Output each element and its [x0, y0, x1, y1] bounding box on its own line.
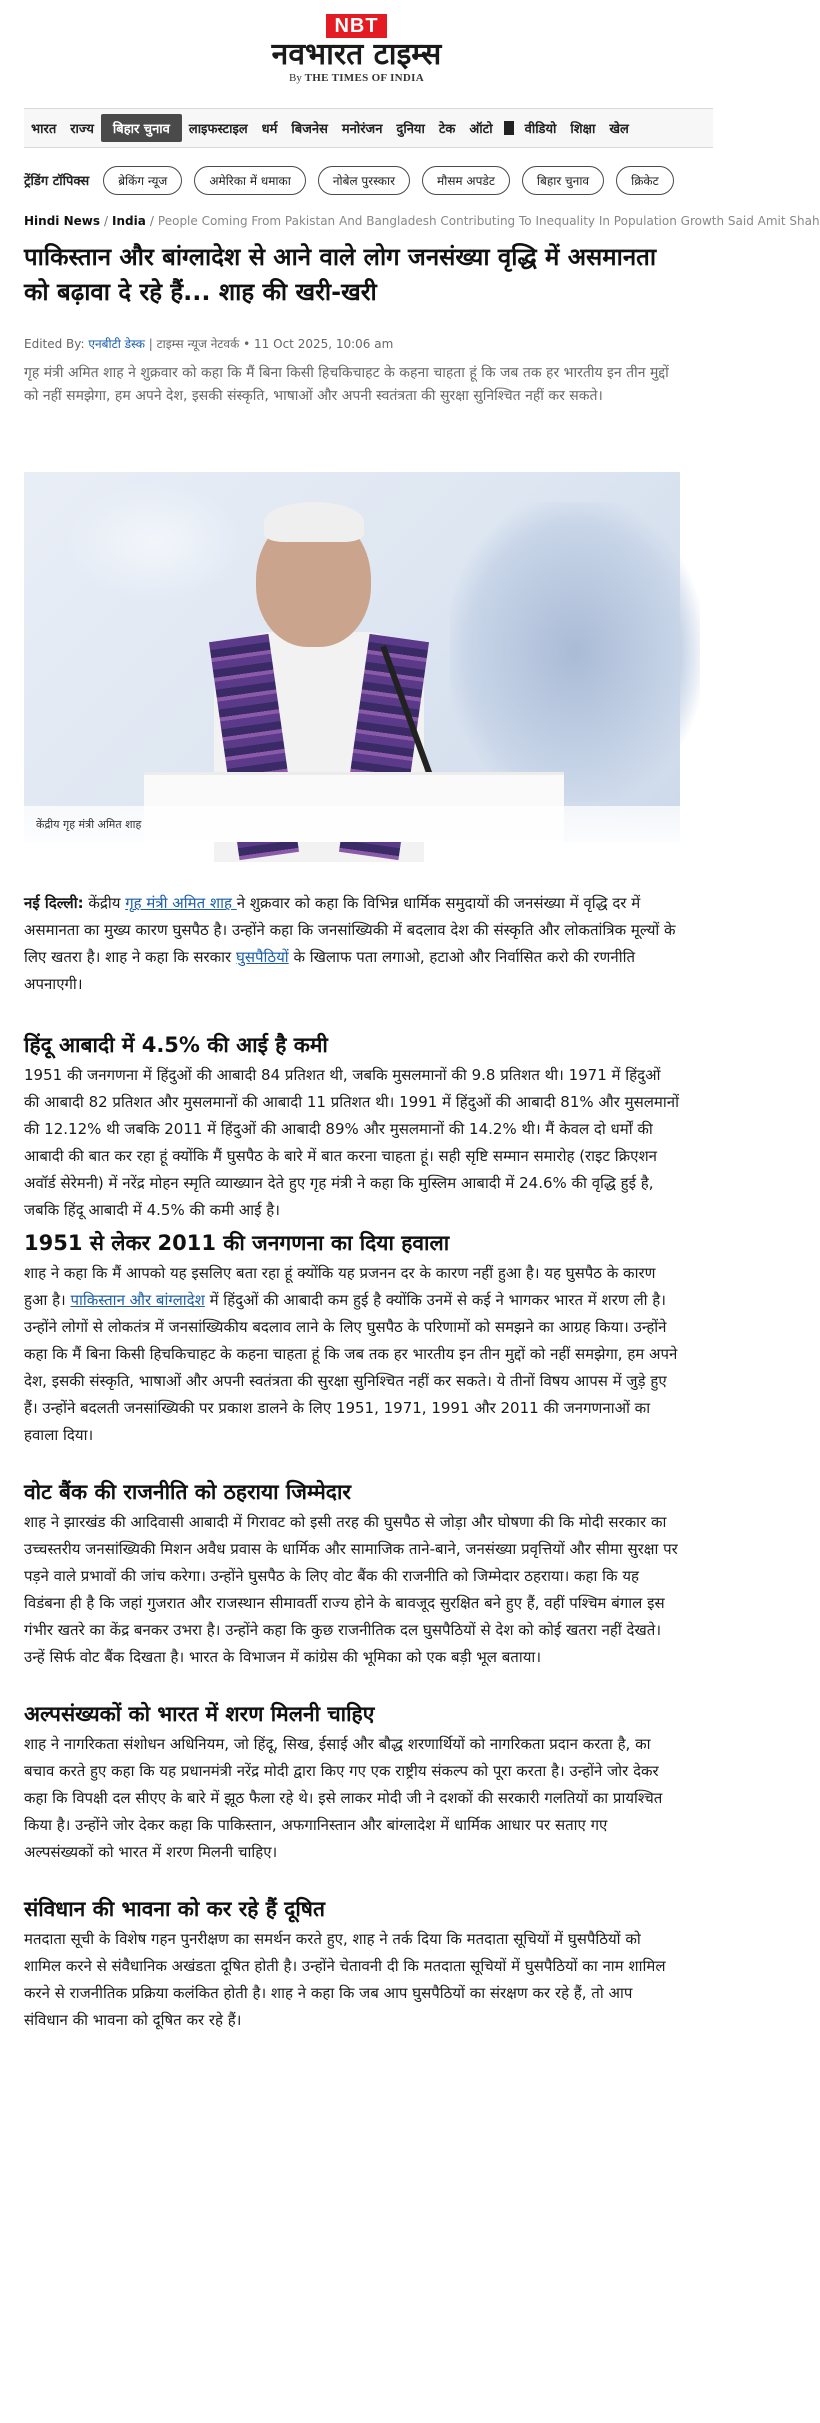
- by-name: THE TIMES OF INDIA: [304, 72, 424, 84]
- article-meta: Edited By: एनबीटी डेस्क | टाइम्स न्यूज नेटवर्क • 11 Oct 2025, 10:06 am: [24, 337, 394, 351]
- section-heading: हिंदू आबादी में 4.5% की आई है कमी: [24, 1033, 328, 1057]
- breadcrumb-section[interactable]: India: [112, 214, 146, 228]
- section-paragraph: शाह ने कहा कि मैं आपको यह इसलिए बता रहा हूं क्योंकि यह प्रजनन दर के कारण नहीं हुआ है। यह घुसपैठ के कारण हुआ है। पाकिस्तान और बांग्लादेश में हिंदुओं की आबादी कम हुई है क्योंकि उनमें से कई ने भागकर भारत में शरण ली है। उन्होंने लोगों से लोकतंत्र में जनसांख्यिकीय बदलाव लाने के लिए घुसपैठ के परिणामों को समझने का आग्रह किया। उन्होंने कहा कि मैं बिना किसी हिचकिचाहट के कहना चाहता हूं कि जब तक हर भारतीय इन तीन मुद्दों को नहीं समझेगा, हम अपने देश, इसकी संस्कृति, भाषाओं और अपनी स्वतंत्रता की सुरक्षा सुनिश्चित नहीं कर सकते। ये तीनों विषय आपस में जुड़े हुए हैं। उन्होंने बदलती जनसांख्यिकी पर प्रकाश डालने के लिए 1951, 1971, 1991 और 2011 की जनगणनाओं का हवाला दिया।: [24, 1264, 678, 1444]
- section-paragraph: शाह ने झारखंड की आदिवासी आबादी में गिरावट को इसी तरह की घुसपैठ से जोड़ा और घोषणा की कि मोदी सरकार का उच्चस्तरीय जनसांख्यिकी मिशन अवैध प्रवास के धार्मिक और सामाजिक ताने-बाने, जनसंख्या प्रवृत्तियों और सीमा सुरक्षा पर पड़ने वाले प्रभावों की जांच करेगा। उन्होंने घुसपैठ के लिए वोट बैंक की राजनीति को जिम्मेदार ठहराया। कहा कि यह विडंबना ही है कि जहां गुजरात और राजस्थान सीमावर्ती राज्य होने के बावजूद सुरक्षित बने हुए हैं, वहीं पश्चिम बंगाल इस गंभीर खतरे का केंद्र बनकर उभरा है। उन्होंने कहा कि कुछ राजनीतिक दल घुसपैठियों से देश को कोई खतरा नहीं देखते। उन्हें सिर्फ वोट बैंक दिखता है। भारत के विभाजन में कांग्रेस की भूमिका को एक बड़ी भूल बताया।: [24, 1513, 678, 1666]
- by-prefix: By: [289, 72, 302, 84]
- section-heading: वोट बैंक की राजनीति को ठहराया जिम्मेदार: [24, 1480, 351, 1504]
- dateline: नई दिल्ली:: [24, 894, 84, 912]
- main-nav: [24, 108, 713, 148]
- nav-item-tech[interactable]: टेक: [438, 122, 456, 137]
- by-line: [0, 72, 713, 84]
- section-paragraph: 1951 की जनगणना में हिंदुओं की आबादी 84 प्रतिशत थी, जबकि मुसलमानों की 9.8 प्रतिशत थी। 1971 में हिंदुओं की आबादी 82 प्रतिशत और मुसलमानों की आबादी 11 प्रतिशत थी। 1991 में हिंदुओं की आबादी 81% और मुसलमानों की 12.12% थी जबकि 2011 में हिंदुओं की आबादी 89% और मुसलमानों की 14.2% थी। मैं केवल दो धर्मों की आबादी की बात कर रहा हूं क्योंकि मैं घुसपैठ के बारे में बात करना चाहता हूं। सही सृष्टि सम्मान समारोह (राइट क्रिएशन अवॉर्ड सेरेमनी) में नरेंद्र मोहन स्मृति व्याख्यान देते हुए गृह मंत्री ने कहा कि मुस्लिम आबादी में 24.6% की वृद्धि हुई है, जबकि हिंदू आबादी में 4.5% की कमी आई है।: [24, 1066, 679, 1219]
- trending-pill[interactable]: बिहार चुनाव: [522, 166, 604, 195]
- brand-name[interactable]: नवभारत टाइम्स: [271, 37, 442, 72]
- nav-item-bihar-chunav[interactable]: बिहार चुनाव: [101, 114, 182, 142]
- trending-pill[interactable]: मौसम अपडेट: [422, 166, 510, 195]
- nav-item-auto[interactable]: ऑटो: [469, 122, 493, 137]
- trending-topics: [24, 162, 713, 198]
- nav-item-dharm[interactable]: धर्म: [261, 122, 278, 137]
- nav-item-manoranjan[interactable]: मनोरंजन: [341, 122, 383, 137]
- nav-item-lifestyle[interactable]: लाइफस्टाइल: [188, 122, 248, 137]
- hero-image: [24, 472, 680, 842]
- ghuspaithiye-link[interactable]: घुसपैठियों: [235, 948, 289, 966]
- trending-pill[interactable]: नोबेल पुरस्कार: [318, 166, 410, 195]
- nav-item-duniya[interactable]: दुनिया: [396, 122, 425, 137]
- article-body: [24, 890, 680, 2054]
- breadcrumb: Hindi News / India / People Coming From Pakistan And Bangladesh Contributing To Inequality In Population Growth Said Amit Shah: [24, 214, 820, 228]
- masthead: [0, 0, 713, 92]
- trending-label: ट्रेंडिंग टॉपिक्स: [24, 174, 90, 189]
- intro-paragraph: नई दिल्ली: केंद्रीय गृह मंत्री अमित शाह ने शुक्रवार को कहा कि विभिन्न धार्मिक समुदायों की जनसंख्या में वृद्धि दर में असमानता का मुख्य कारण घुसपैठ है। उन्होंने कहा कि जनसांख्यिकी में बदलाव देश की संस्कृति और लोकतांत्रिक मूल्यों के लिए खतरा है। शाह ने कहा कि सरकार घुसपैठियों के खिलाफ पता लगाओ, हटाओ और निर्वासित करो की रणनीति अपनाएगी।: [24, 894, 676, 993]
- article-source: टाइम्स न्यूज नेटवर्क: [156, 337, 240, 351]
- nav-item-rajya[interactable]: राज्य: [70, 122, 94, 137]
- section-paragraph: शाह ने नागरिकता संशोधन अधिनियम, जो हिंदू, सिख, ईसाई और बौद्ध शरणार्थियों को नागरिकता प्रदान करता है, का बचाव करते हुए कहा कि यह प्रधानमंत्री नरेंद्र मोदी द्वारा किए गए एक राष्ट्रीय संकल्प को पूरा करता है। उन्होंने जोर देकर कहा कि विपक्षी दल सीएए के बारे में झूठ फैला रहे थे। इसे लाकर मोदी जी ने दशकों की सरकारी गलतियों का प्रायश्चित किया है। उन्होंने जोर देकर कहा कि पाकिस्तान, अफगानिस्तान और बांग्लादेश में धार्मिक आधार पर सताए गए अल्पसंख्यकों को भारत में शरण मिलनी चाहिए।: [24, 1735, 663, 1861]
- breadcrumb-home[interactable]: Hindi News: [24, 214, 100, 228]
- nbt-logo[interactable]: NBT: [326, 14, 386, 38]
- page-title: पाकिस्तान और बांग्लादेश से आने वाले लोग जनसंख्या वृद्धि में असमानता को बढ़ावा दे रहे हैं... शाह की खरी-खरी: [24, 243, 657, 306]
- nav-item-khel[interactable]: खेल: [609, 122, 629, 137]
- nav-item-video[interactable]: वीडियो: [524, 122, 557, 137]
- trending-pill[interactable]: अमेरिका में धमाका: [194, 166, 305, 195]
- nav-item-bharat[interactable]: भारत: [31, 122, 57, 137]
- editor-link[interactable]: एनबीटी डेस्क: [88, 337, 145, 351]
- trending-pill[interactable]: ब्रेकिंग न्यूज: [103, 166, 182, 195]
- pakistan-bangladesh-link[interactable]: पाकिस्तान और बांग्लादेश: [70, 1291, 205, 1309]
- section-paragraph: मतदाता सूची के विशेष गहन पुनरीक्षण का समर्थन करते हुए, शाह ने तर्क दिया कि मतदाता सूचियों में घुसपैठियों को शामिल करने से संवैधानिक अखंडता दूषित होती है। उन्होंने चेतावनी दी कि मतदाता सूचियों में घुसपैठियों का नाम शामिल करने से राजनीतिक प्रक्रिया कलंकित होती है। शाह ने कहा कि जब आप घुसपैठियों का संरक्षण कर रहे हैं, तो आप संविधान की भावना को दूषित कर रहे हैं।: [24, 1930, 666, 2029]
- article-summary: गृह मंत्री अमित शाह ने शुक्रवार को कहा कि मैं बिना किसी हिचकिचाहट के कहना चाहता हूं कि जब तक हर भारतीय इन तीन मुद्दों को नहीं समझेगा, हम अपने देश, इसकी संस्कृति, भाषाओं और अपनी स्वतंत्रता की सुरक्षा सुनिश्चित नहीं कर सकते।: [24, 365, 669, 404]
- nav-item-shiksha[interactable]: शिक्षा: [570, 122, 596, 137]
- amit-shah-link[interactable]: गृह मंत्री अमित शाह: [125, 894, 237, 912]
- section-heading: 1951 से लेकर 2011 की जनगणना का दिया हवाला: [24, 1231, 450, 1255]
- video-icon: [504, 121, 514, 135]
- image-caption: केंद्रीय गृह मंत्री अमित शाह: [24, 806, 680, 842]
- breadcrumb-current: People Coming From Pakistan And Bangladesh Contributing To Inequality In Population Growth Said Amit Shah: [157, 214, 820, 228]
- article-date: 11 Oct 2025, 10:06 am: [254, 337, 394, 351]
- edited-by-label: Edited By:: [24, 337, 85, 351]
- section-heading: संविधान की भावना को कर रहे हैं दूषित: [24, 1897, 325, 1921]
- section-heading: अल्पसंख्यकों को भारत में शरण मिलनी चाहिए: [24, 1702, 375, 1726]
- trending-pill[interactable]: क्रिकेट: [616, 166, 674, 195]
- nav-item-business[interactable]: बिजनेस: [291, 122, 328, 137]
